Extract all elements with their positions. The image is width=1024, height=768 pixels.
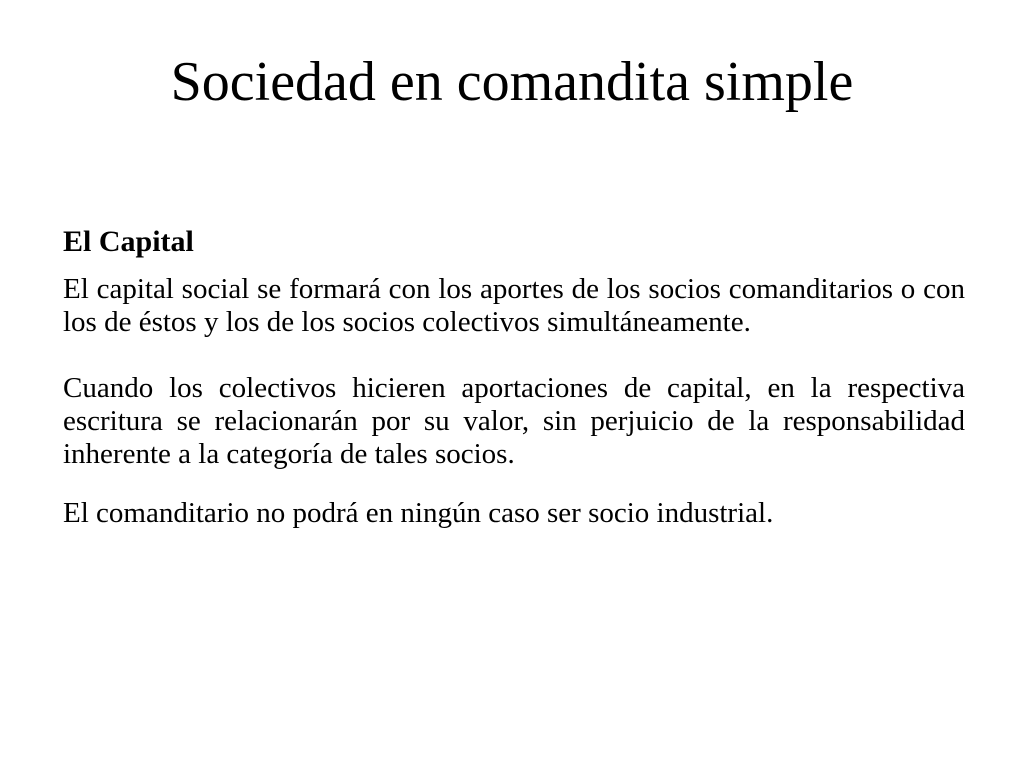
- paragraph-limited-partner-restriction: El comanditario no podrá en ningún caso ser socio industrial.: [63, 497, 774, 529]
- slide-title: Sociedad en comandita simple: [170, 51, 854, 113]
- section-heading: El Capital: [63, 225, 194, 258]
- paragraph-collective-contributions: Cuando los colectivos hicieren aportaciones de capital, en la respectiva escritura se relacionarán por su valor, sin perjuicio de la responsabilidad inherente a la categoría de tales socios.: [63, 372, 965, 470]
- slide-body: [63, 222, 965, 530]
- paragraph-capital-formation: El capital social se formará con los aportes de los socios comanditarios o con los de éstos y los de los socios colectivos simultáneamente.: [63, 273, 965, 338]
